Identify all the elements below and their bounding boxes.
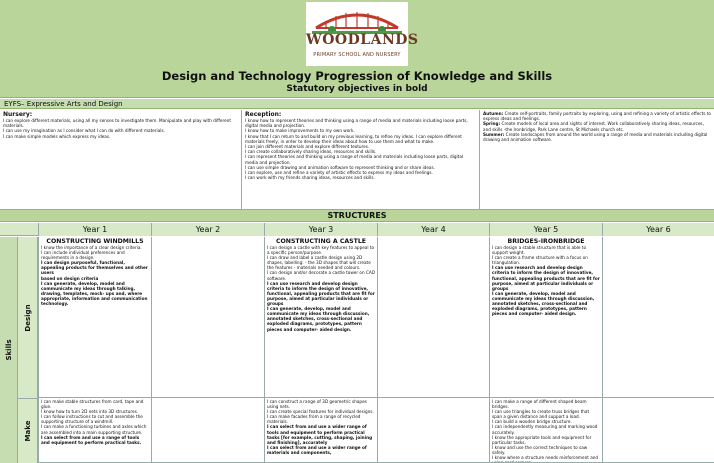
make-line: I know the appropriate tools and equipment for particular tasks. <box>492 434 592 445</box>
year-1-unit-heading: CONSTRUCTING WINDMILLS <box>46 238 144 245</box>
year-4-header: Year 4 <box>377 223 489 236</box>
make-year-5-cell <box>489 398 602 463</box>
make-line: I know where a structure needs reinforcement and using card corners. <box>492 455 599 463</box>
reception-heading: Reception: <box>245 111 282 118</box>
make-line: I can use triangles to create truss bridges that span a given distance and support a load. <box>492 409 590 420</box>
make-line: I know and use the correct techniques to saw safely. <box>492 444 588 455</box>
reception-line: I can explore, use and refine a variety of artistic effects to express my ideas and feelings. <box>245 170 433 176</box>
reception-line: I can represent theories and thinking using a range of media and materials including loose parts, digital media and projection. <box>245 154 464 165</box>
make-line: I can make facades from a range of recycled materials. <box>267 414 361 425</box>
eyfs-reception <box>241 110 479 210</box>
make-year-4-cell <box>377 398 489 463</box>
year-5-header: Year 5 <box>489 223 602 236</box>
make-year-2-cell <box>151 398 264 463</box>
skills-side-label: Skills <box>0 237 18 463</box>
nursery-line: I can use my imagination as I consider what I can do with different materials. <box>3 128 165 134</box>
season-autumn: Autumn: Create self-portraits, family portraits by exploring, using and refining a variety of artistic effects to express ideas and feelings. <box>483 111 711 122</box>
design-year-1-cell <box>38 237 151 398</box>
design-line: I can generate, develop, model and communicate my ideas through talking, drawing, templates, mock- ups and, where appropriate, information and communication <box>41 280 148 301</box>
year-header-row <box>0 223 714 236</box>
design-year-4-cell <box>377 237 489 398</box>
bridge-logo-icon <box>312 6 402 34</box>
eyfs-section-bar: EYFS– Expressive Arts and Design <box>0 99 714 109</box>
year-3-unit-heading: CONSTRUCTING A CASTLE <box>275 238 367 245</box>
reception-line: I can join different materials and explore different textures. <box>245 144 370 150</box>
make-line: I can create special features for individual designs. <box>267 409 374 415</box>
make-line: I can make a functioning turbines and axles which are assembled into a main supporting structure. <box>41 424 147 435</box>
eyfs-seasons <box>479 110 714 210</box>
year-5-unit-heading: BRIDGES-IRONBRIDGE <box>507 238 585 245</box>
nursery-line: I can explore different materials, using all my senses to investigate them. Manipulate and play with different materials. <box>3 118 231 129</box>
reception-line: I know how to represent theories and thinking using a range of media and materials including loose parts, digital media and projection. <box>245 118 468 129</box>
design-line: I can design a castle with key features to appeal to a specific person/purpose. <box>267 245 375 256</box>
school-logo <box>306 2 419 66</box>
make-line: I can make stable structures from card, tape and glue. <box>41 399 144 410</box>
make-line: I can follow instructions to cut and assemble the supporting structure of a windmill. <box>41 414 143 425</box>
page-title: Design and Technology Progression of Knowledge and Skills <box>161 69 553 83</box>
design-line: I know the importance of a clear design criteria. <box>41 245 142 250</box>
make-line: I can build a wooden bridge structure. <box>492 419 572 425</box>
eyfs-nursery <box>0 110 241 210</box>
design-year-2-cell <box>151 237 264 398</box>
logo-school-name: WOODLANDS <box>306 32 419 48</box>
make-year-3-cell <box>264 398 377 463</box>
reception-line: I know that I can return to and build on my previous learning, to refine my ideas. I can explore different materials freely, in order to develop their ideas about how to use them and what to make. <box>245 133 462 144</box>
nursery-line: I can make simple models which express my ideas. <box>3 133 111 139</box>
design-line: I can create a frame structure with a focus on triangulation. <box>492 255 588 266</box>
design-line: I can use research and develop design criteria to inform the design of innovative, functional, appealing products that are fit for purpose, aimed at particular individuals or groups <box>492 265 600 291</box>
nursery-heading: Nursery: <box>3 111 33 118</box>
design-year-3-cell <box>264 237 377 398</box>
design-year-6-cell <box>602 237 714 398</box>
reception-line: I know how to make improvements to my own work. <box>245 128 355 134</box>
reception-line: I can work with my friends sharing ideas, resources and skills. <box>245 175 375 181</box>
design-line: technology. <box>41 301 69 307</box>
make-line: I can select from and use a wider range of materials and components, <box>267 444 367 455</box>
design-line: I can generate, develop, model and communicate my ideas through discussion, annotated sketches, cross-sectional and exploded diagrams, prototypes, pattern pieces and computer- aided design. <box>267 306 370 332</box>
design-line: based on design criteria <box>41 275 99 281</box>
make-side-label: Make <box>18 398 38 463</box>
make-line: I can construct a range of 3D geometric shapes using nets. <box>267 399 367 410</box>
year-6-header: Year 6 <box>602 223 714 236</box>
page-header <box>0 0 714 98</box>
make-line: I can select from and use a range of tools and equipment to perform practical tasks. <box>41 434 142 445</box>
design-side-label: Design <box>18 237 38 398</box>
reception-line: I can create collaboratively sharing ideas, resources and skills. <box>245 149 377 155</box>
design-line: I can include individual preferences and requirements in a design. <box>41 250 125 261</box>
design-line: I can generate, develop, model and communicate my ideas through discussion, annotated sketches, cross-sectional and exploded diagrams, prototypes, pattern pieces and computer- aided design. <box>492 290 595 317</box>
design-line: I can design purposeful, functional, appealing products for themselves and other users <box>41 260 148 276</box>
make-line: I know how to turn 2D nets into 3D structures. <box>41 409 139 415</box>
logo-school-subtitle: PRIMARY SCHOOL AND NURSERY <box>313 52 401 58</box>
year-3-header: Year 3 <box>264 223 377 236</box>
make-line: I can make a range of different shaped beam bridges. <box>492 399 587 410</box>
design-year-5-cell <box>489 237 602 398</box>
make-line: I can independently measuring and marking wood accurately. <box>492 424 598 435</box>
year-1-header: Year 1 <box>38 223 151 236</box>
season-spring: Spring: Create models of local area and sights of interest. Work collaboratively sharing ideas, resources, and skills -the Ironbridge, Park Lane centre, St Michaels church etc. <box>483 121 704 132</box>
season-summer: Summer: Create landscapes from around the world using a range of media and materials including digital drawing and animation software. <box>483 131 708 143</box>
make-line: I can select from and use a wider range of tools and equipment to perform practical tasks [for example, cutting, shaping, joining and finishing], accurately <box>267 424 373 445</box>
year-2-header: Year 2 <box>151 223 264 236</box>
eyfs-row <box>0 110 714 210</box>
design-line: I can design a stable structure that is able to support weight. <box>492 245 587 256</box>
design-line: I can use research and develop design criteria to inform the design of innovative, functional, appealing products that are fit for purpose, aimed at particular individuals or groups <box>267 280 375 307</box>
page-subtitle: Statutory objectives in bold <box>286 84 428 94</box>
design-line: I can design and/or decorate a castle tower on CAD software. <box>267 270 375 281</box>
make-year-6-cell <box>602 398 714 463</box>
reception-line: I can use simple drawing and animation software to represent thinking and or share ideas. <box>245 164 435 170</box>
make-year-1-cell <box>38 398 151 463</box>
structures-section-bar: STRUCTURES <box>0 210 714 222</box>
design-line: I can draw and label a castle design using 2D shapes, labelling: - the 3D shapes that will create the features - materials needed and colours. <box>267 255 371 271</box>
